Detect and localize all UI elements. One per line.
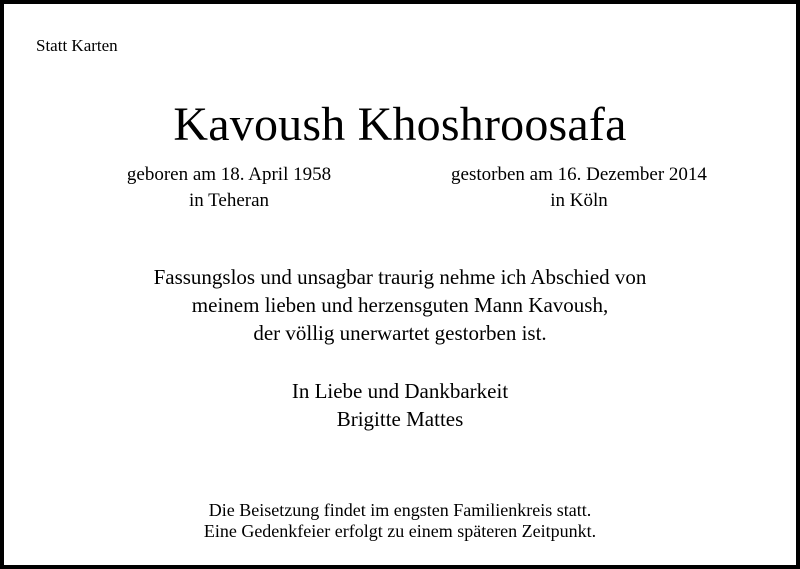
death-place: in Köln <box>550 190 608 211</box>
death-date: gestorben am 16. Dezember 2014 <box>451 164 707 185</box>
birth-date: geboren am 18. April 1958 <box>126 164 332 185</box>
message-line: der völlig unerwartet gestorben ist. <box>253 321 547 345</box>
birth-info <box>99 162 359 214</box>
footer-line: Die Beisetzung findet im engsten Familienkreis statt. <box>208 500 592 520</box>
message-line: Fassungslos und unsagbar traurig nehme ich Abschied von <box>153 265 647 289</box>
kicker-text: Statt Karten <box>36 36 118 55</box>
footer-line: Eine Gedenkfeier erfolgt zu einem späteren Zeitpunkt. <box>203 521 597 541</box>
signoff <box>4 377 796 433</box>
funeral-info <box>4 500 796 542</box>
deceased-name: Kavoush Khoshroosafa <box>173 98 627 151</box>
message-line: meinem lieben und herzensguten Mann Kavoush, <box>191 293 609 317</box>
signer-name: Brigitte Mattes <box>336 407 464 431</box>
condolence-message <box>4 263 796 347</box>
death-info <box>424 162 734 214</box>
birth-place: in Teheran <box>188 190 270 211</box>
signoff-phrase: In Liebe und Dankbarkeit <box>291 379 509 403</box>
